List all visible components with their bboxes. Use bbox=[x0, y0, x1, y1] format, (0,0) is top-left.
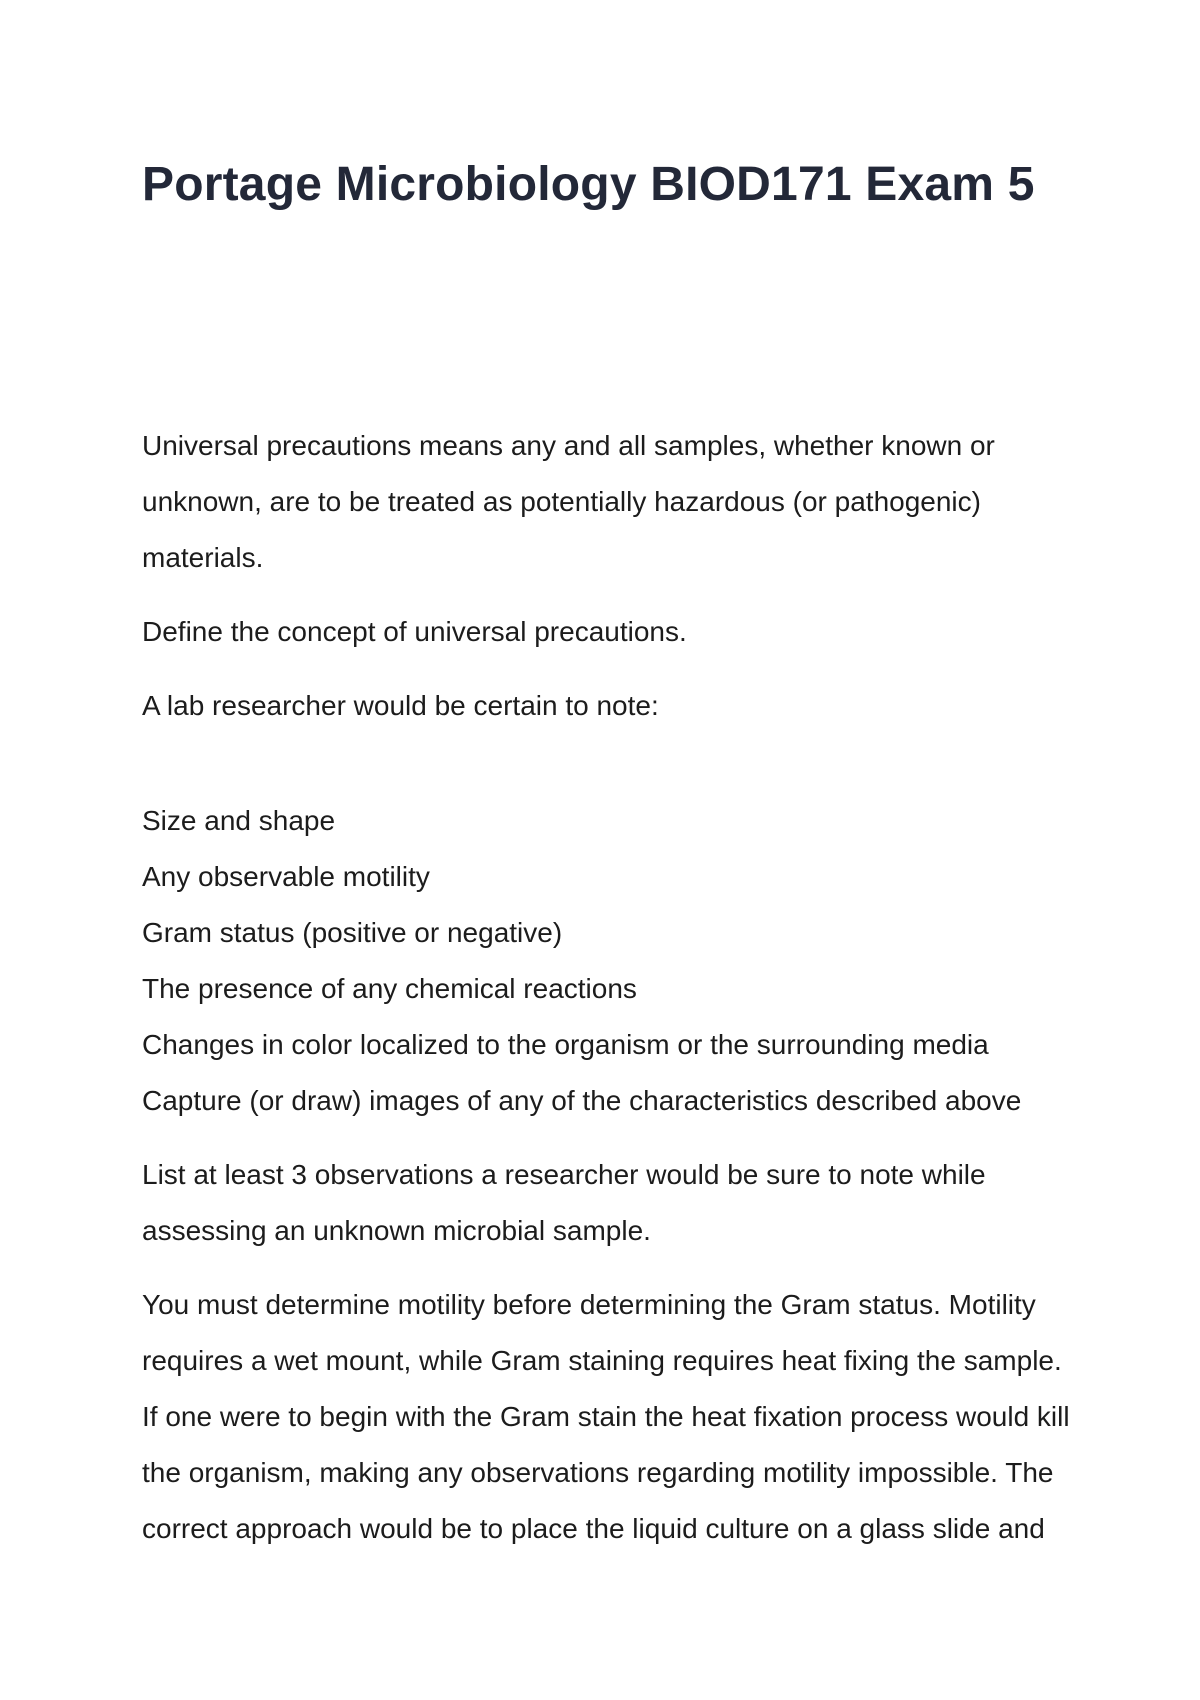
document-title: Portage Microbiology BIOD171 Exam 5 bbox=[142, 158, 1035, 211]
text-line: the organism, making any observations regarding motility impossible. The bbox=[142, 1457, 1054, 1488]
text-line: materials. bbox=[142, 542, 264, 573]
text-line: Define the concept of universal precautions. bbox=[142, 616, 687, 647]
text-line: assessing an unknown microbial sample. bbox=[142, 1215, 651, 1246]
text-line: A lab researcher would be certain to note: bbox=[142, 690, 659, 721]
question-universal-precautions bbox=[142, 604, 1082, 660]
answer-motility-gram bbox=[142, 1277, 1082, 1557]
list-item: The presence of any chemical reactions bbox=[142, 973, 637, 1004]
document-body bbox=[142, 418, 1082, 1557]
question-observations bbox=[142, 1147, 1082, 1259]
list-item: Any observable motility bbox=[142, 861, 430, 892]
text-line: List at least 3 observations a researcher would be sure to note while bbox=[142, 1159, 986, 1190]
text-line: requires a wet mount, while Gram staining requires heat fixing the sample. bbox=[142, 1345, 1062, 1376]
answer-universal-precautions bbox=[142, 418, 1082, 586]
list-item: Gram status (positive or negative) bbox=[142, 917, 563, 948]
answer-observations-intro bbox=[142, 678, 1082, 734]
list-item: Changes in color localized to the organism or the surrounding media bbox=[142, 1029, 989, 1060]
text-line: You must determine motility before determining the Gram status. Motility bbox=[142, 1289, 1036, 1320]
text-line: unknown, are to be treated as potentially hazardous (or pathogenic) bbox=[142, 486, 981, 517]
text-line: If one were to begin with the Gram stain the heat fixation process would kill bbox=[142, 1401, 1070, 1432]
list-item: Capture (or draw) images of any of the characteristics described above bbox=[142, 1085, 1022, 1116]
answer-observations-list bbox=[142, 793, 1082, 1129]
text-line: Universal precautions means any and all samples, whether known or bbox=[142, 430, 995, 461]
list-item: Size and shape bbox=[142, 805, 336, 836]
text-line: correct approach would be to place the liquid culture on a glass slide and bbox=[142, 1513, 1045, 1544]
